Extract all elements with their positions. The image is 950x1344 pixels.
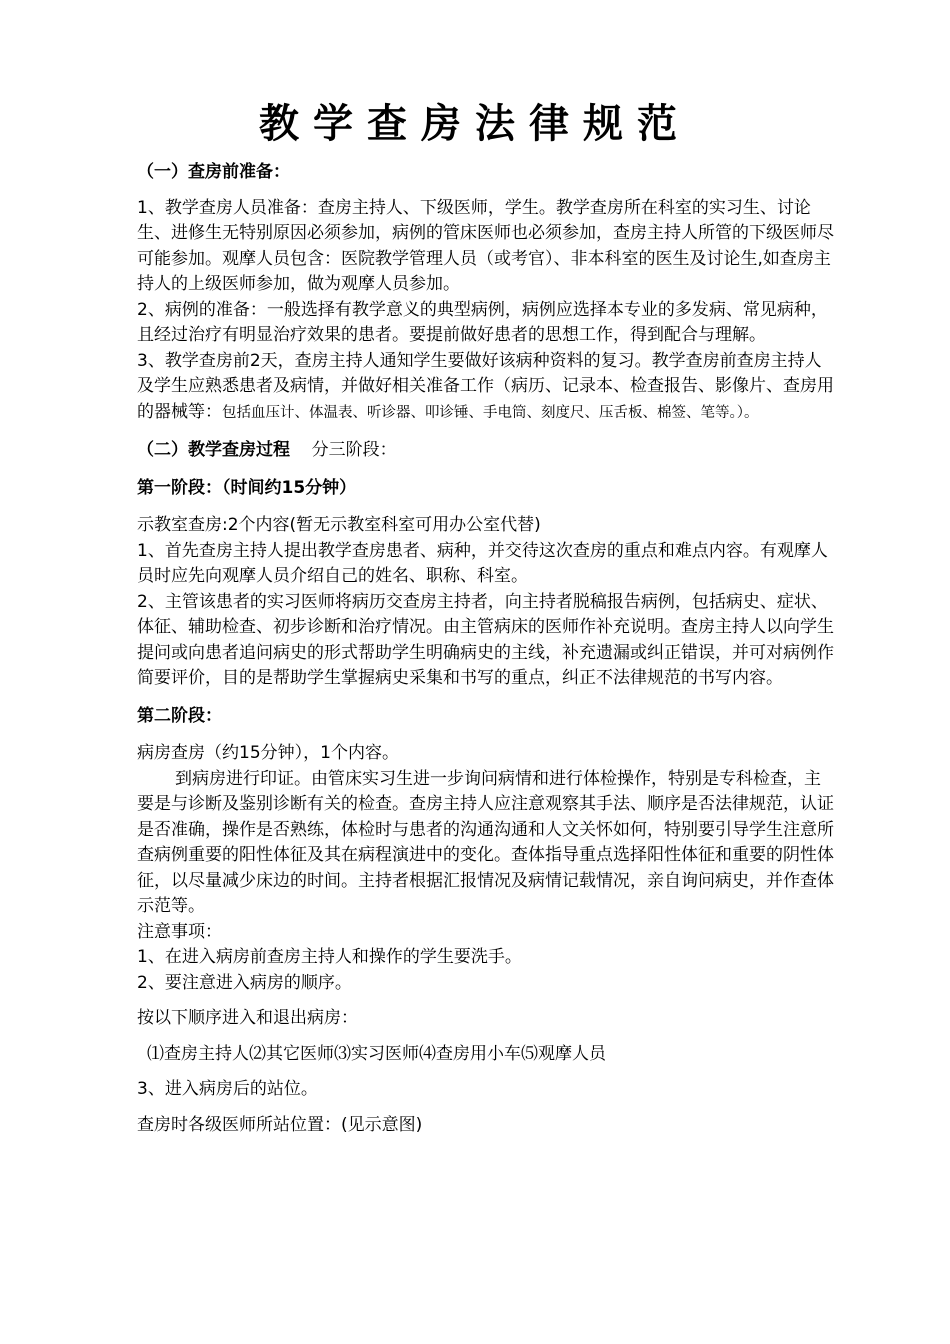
section1-item3: [137, 349, 837, 427]
order-list: ⑴查房主持人⑵其它医师⑶实习医师⑷查房用小车⑸观摩人员: [147, 1043, 606, 1064]
section1-heading: （一）查房前准备：: [137, 162, 290, 182]
section1-item3-main: 3、教学查房前2天，查房主持人通知学生要做好该病种资料的复习。教学查房前查房主持人及学生应熟悉患者及病情，并做好相关准备工作（病历、记录本、检查报告、影像片、查房用的器械等：: [137, 350, 834, 422]
positions-line: 查房时各级医师所站位置：(见示意图): [137, 1114, 423, 1135]
stage1-item2: 2、主管该患者的实习医师将病历交查房主持者，向主持者脱稿报告病例，包括病史、症状、体征、辅助检查、初步诊断和治疗情况。由主管病床的医师作补充说明。查房主持人以向学生提问或向患者追问病史的形式帮助学生明确病史的主线，补充遗漏或纠正错误，并可对病例作简要评价，目的是帮助学生掌握病史采集和书写的重点，纠正不法律规范的书写内容。: [137, 591, 834, 688]
order-intro: 按以下顺序进入和退出病房：: [137, 1008, 358, 1028]
section1-item2: 2、病例的准备：一般选择有教学意义的典型病例，病例应选择本专业的多发病、常见病种，且经过治疗有明显治疗效果的患者。要提前做好患者的思想工作，得到配合与理解。: [137, 299, 828, 345]
section1-item1: 1、教学查房人员准备：查房主持人、下级医师，学生。教学查房所在科室的实习生、讨论生、进修生无特别原因必须参加，病例的管床医师也必须参加，查房主持人所管的下级医师尽可能参加。观摩人员包含：医院教学管理人员（或考官）、非本科室的医生及讨论生,如查房主持人的上级医师参加，做为观摩人员参加。: [137, 197, 834, 294]
note-2: 2、要注意进入病房的顺序。: [137, 972, 352, 993]
page-title: 教学查房法律规范: [259, 100, 691, 147]
note-3: 3、进入病房后的站位。: [137, 1079, 318, 1099]
section2-heading: （二）教学查房过程: [137, 440, 290, 460]
section1-item3-small: 包括血压计、体温表、听诊器、叩诊锤、手电筒、刻度尺、压舌板、棉签、笔等。）。: [222, 404, 759, 421]
section2-heading-suffix: 分三阶段：: [311, 440, 397, 460]
stage1-heading: 第一阶段：（时间约15分钟）: [137, 477, 357, 498]
stage2-heading: 第二阶段：: [137, 705, 222, 726]
note-1: 1、在进入病房前查房主持人和操作的学生要洗手。: [137, 947, 522, 967]
stage2-intro: 病房查房（约15分钟），1个内容。: [137, 743, 399, 763]
stage2-body: 到病房进行印证。由管床实习生进一步询问病情和进行体检操作，特别是专科检查，主要是与诊断及鉴别诊断有关的检查。查房主持人应注意观察其手法、顺序是否法律规范，认证是否准确，操作是否熟练，体检时与患者的沟通沟通和人文关怀如何，特别要引导学生注意所查病例重要的阳性体征及其在病程演进中的变化。查体指导重点选择阳性体征和重要的阴性体征，以尽量减少床边的时间。主持者根据汇报情况及病情记载情况，亲自询问病史，并作查体示范等。: [137, 768, 834, 916]
notes-heading: 注意事项：: [137, 921, 222, 942]
stage1-intro: 示教室查房:2个内容(暂无示教室科室可用办公室代替): [137, 515, 541, 535]
section2-heading-line: [137, 438, 837, 464]
document-body: [137, 160, 837, 1138]
stage1-item1: 1、首先查房主持人提出教学查房患者、病种，并交待这次查房的重点和难点内容。有观摩人员时应先向观摩人员介绍自己的姓名、职称、科室。: [137, 540, 828, 586]
